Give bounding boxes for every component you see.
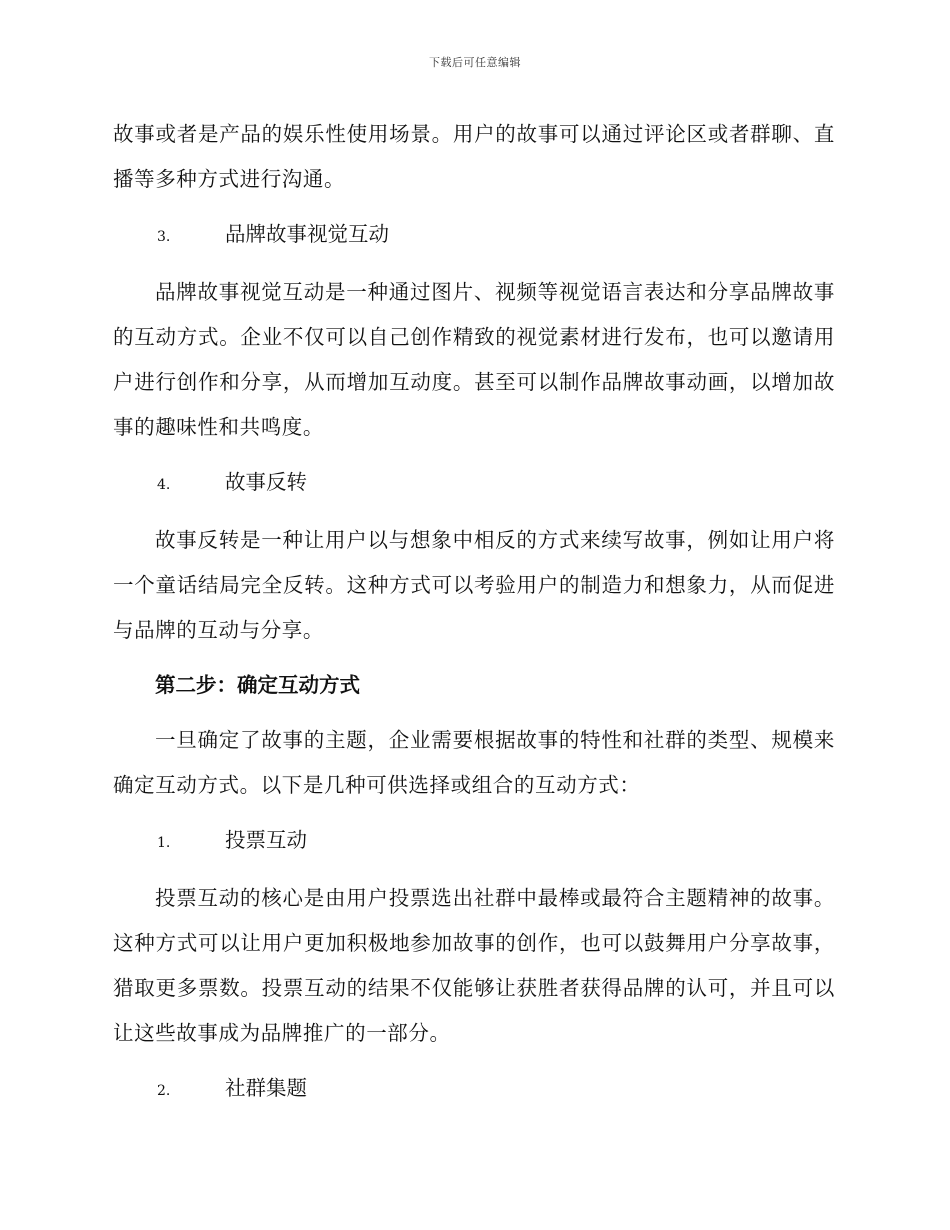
paragraph-visual-interaction: 品牌故事视觉互动是一种通过图片、视频等视觉语言表达和分享品牌故事的互动方式。企业不仅可以自己创作精致的视觉素材进行发布，也可以邀请用户进行创作和分享，从而增加互动度。甚至可以制作品牌故事动画，以增加故事的趣味性和共鸣度。 (113, 280, 835, 439)
list-item-3 (113, 212, 835, 260)
list-item-1 (113, 818, 835, 866)
paragraph-interaction-methods: 一旦确定了故事的主题，企业需要根据故事的特性和社群的类型、规模来确定互动方式。以下是几种可供选择或组合的互动方式： (113, 728, 835, 797)
paragraph-continuation: 故事或者是产品的娱乐性使用场景。用户的故事可以通过评论区或者群聊、直播等多种方式进行沟通。 (113, 122, 835, 191)
paragraph-voting: 投票互动的核心是由用户投票选出社群中最棒或最符合主题精神的故事。这种方式可以让用户更加积极地参加故事的创作，也可以鼓舞用户分享故事，猎取更多票数。投票互动的结果不仅能够让获胜者获得品牌的认可，并且可以让这些故事成为品牌推广的一部分。 (113, 886, 835, 1045)
list-title: 社群集题 (225, 1076, 307, 1100)
list-number: 1. (157, 835, 171, 851)
list-title: 品牌故事视觉互动 (225, 222, 389, 246)
list-item-2 (113, 1066, 835, 1114)
header-note: 下载后可任意编辑 (429, 56, 521, 69)
list-title: 故事反转 (225, 470, 307, 494)
list-number: 3. (157, 229, 171, 245)
section-heading: 第二步：确定互动方式 (155, 673, 360, 697)
paragraph-story-reversal: 故事反转是一种让用户以与想象中相反的方式来续写故事，例如让用户将一个童话结局完全反转。这种方式可以考验用户的制造力和想象力，从而促进与品牌的互动与分享。 (113, 528, 835, 642)
list-number: 4. (157, 477, 171, 493)
list-title: 投票互动 (225, 828, 307, 852)
list-number: 2. (157, 1083, 171, 1099)
document-body (113, 112, 835, 1124)
list-item-4 (113, 460, 835, 508)
